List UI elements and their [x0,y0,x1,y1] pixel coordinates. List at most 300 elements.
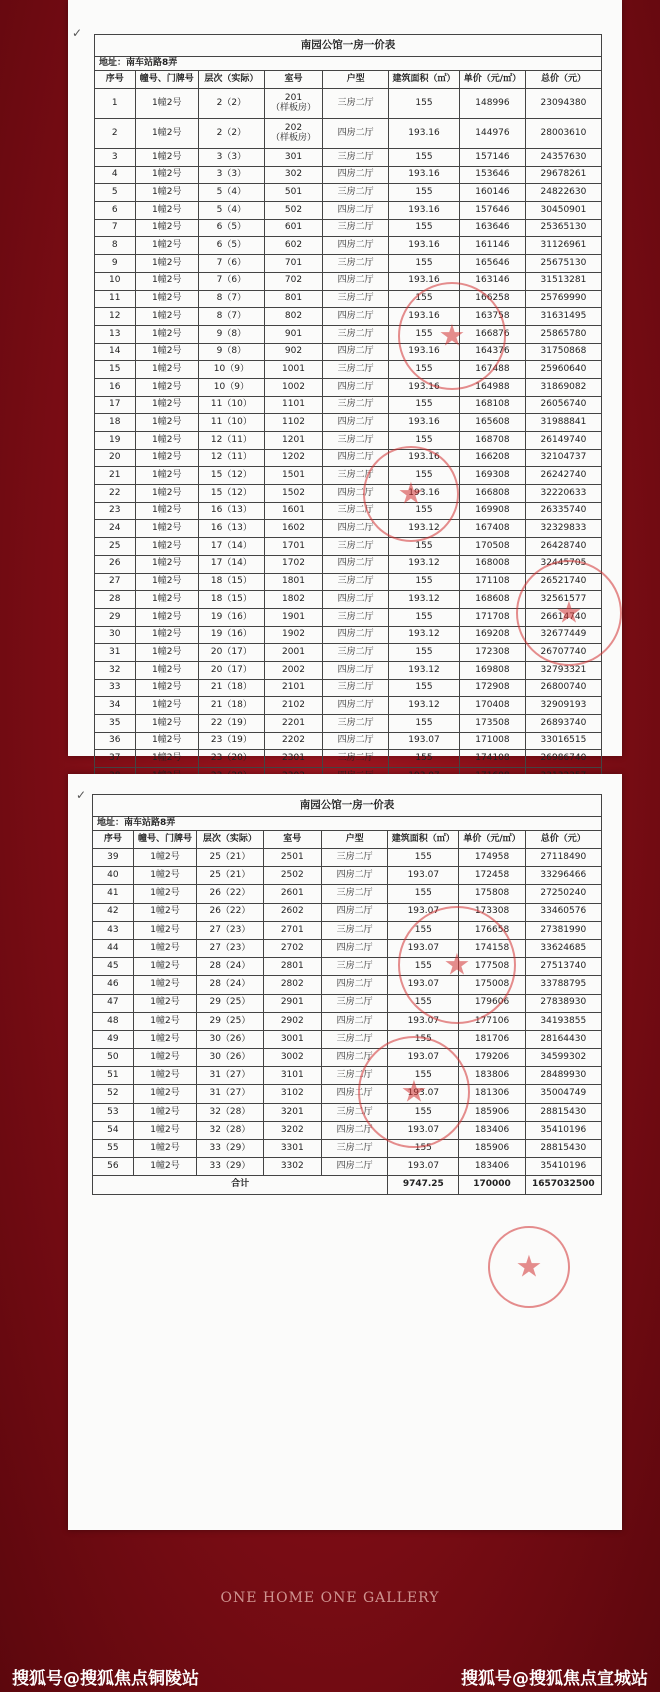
table-cell: 1幢2号 [135,573,198,591]
table-cell: 802 [264,308,322,326]
table-cell: 31988841 [525,414,601,432]
table-cell: 四房二厅 [322,939,388,957]
table-cell: 171708 [460,608,526,626]
scan-mark: ✓ [72,26,83,40]
table-row [95,343,602,361]
table-cell: 160146 [460,184,526,202]
table-cell: 155 [389,290,460,308]
table-cell: 179606 [459,994,525,1012]
table-cell: 41 [93,885,134,903]
table-cell: 8 [95,237,136,255]
table-cell: 31631495 [525,308,601,326]
table-cell: 1幢2号 [133,1140,197,1158]
table-row [93,1140,602,1158]
table-cell: 32445705 [525,555,601,573]
table-cell: 1幢2号 [133,1121,197,1139]
column-header: 幢号、门牌号 [133,831,197,849]
column-header: 序号 [95,71,136,89]
watermark-left: 搜狐号@搜狐焦点铜陵站 [12,1669,199,1689]
table-cell: 155 [389,573,460,591]
table-cell: 3102 [263,1085,322,1103]
table-cell: 33460576 [525,903,601,921]
table-row [95,538,602,556]
table-cell: 29（25） [197,1012,263,1030]
table-cell: 10（9） [198,378,264,396]
table-cell: 26893740 [525,715,601,733]
table-cell: 40 [93,867,134,885]
table-cell: 193.12 [389,697,460,715]
table-cell: 157146 [460,149,526,167]
table-cell: 37 [95,750,136,768]
table-cell: 四房二厅 [323,166,389,184]
table-row [95,325,602,343]
table-row [95,378,602,396]
table-cell: 1幢2号 [135,378,198,396]
table-row [95,149,602,167]
table-cell: 四房二厅 [322,867,388,885]
table-cell: 31 [95,644,136,662]
table-cell: 301 [264,149,322,167]
table-cell: 7（6） [198,272,264,290]
table-cell: 176658 [459,921,525,939]
table-cell: 701 [264,255,322,273]
table-cell: 18（15） [198,573,264,591]
table-cell: 三房二厅 [322,1030,388,1048]
table-cell: 23（20） [198,750,264,768]
table-cell: 1幢2号 [133,921,197,939]
table-cell: 20（17） [198,644,264,662]
table-cell: 16（13） [198,520,264,538]
table-cell: 四房二厅 [323,414,389,432]
table-cell: 三房二厅 [322,994,388,1012]
table-cell: 168108 [460,396,526,414]
table-cell: 1幢2号 [135,343,198,361]
table-cell: 1幢2号 [133,994,197,1012]
table-cell: 32（28） [197,1121,263,1139]
table-cell: 155 [388,958,459,976]
table-cell: 1幢2号 [135,520,198,538]
table-cell: 13 [95,325,136,343]
table-cell: 174958 [459,849,525,867]
table-cell: 27838930 [525,994,601,1012]
table-cell: 155 [388,921,459,939]
table-cell: 12（11） [198,432,264,450]
table-cell: 2201 [264,715,322,733]
table-cell: 193.07 [388,1121,459,1139]
table-cell: 169308 [460,467,526,485]
column-header: 总价（元） [525,831,601,849]
table-cell: 166258 [460,290,526,308]
total-label: 合计 [93,1176,388,1194]
table-cell: 1幢2号 [133,1012,197,1030]
table-row [95,485,602,503]
table-cell: 11（10） [198,396,264,414]
table-cell: 1幢2号 [135,202,198,220]
table-cell: 15（12） [198,467,264,485]
table-cell: 161146 [460,237,526,255]
table-cell: 7（6） [198,255,264,273]
table-cell: 42 [93,903,134,921]
table-cell: 四房二厅 [323,378,389,396]
table-cell: 1902 [264,626,322,644]
table-cell: 170508 [460,538,526,556]
table-cell: 四房二厅 [323,591,389,609]
table-cell: 1601 [264,502,322,520]
table-cell: 25 [95,538,136,556]
table-cell: 11（10） [198,414,264,432]
table-cell: 29678261 [525,166,601,184]
table-title: 南园公馆一房一价表 [93,795,602,817]
table-cell: 16 [95,378,136,396]
table-cell: 1幢2号 [133,867,197,885]
table-cell: 174158 [459,939,525,957]
brand-slogan: ONE HOME ONE GALLERY [220,1590,440,1606]
table-cell: 7 [95,219,136,237]
table-cell: 53 [93,1103,134,1121]
table-cell: 1202 [264,449,322,467]
table-cell: 四房二厅 [323,697,389,715]
total-sum: 1657032500 [525,1176,601,1194]
table-cell: 169808 [460,661,526,679]
table-cell: 32 [95,661,136,679]
table-cell: 23（19） [198,732,264,750]
table-cell: 32909193 [525,697,601,715]
table-row [93,885,602,903]
table-cell: 3202 [263,1121,322,1139]
table-cell: 163646 [460,219,526,237]
table-cell: 48 [93,1012,134,1030]
table-cell: 144976 [460,119,526,149]
table-cell: 22 [95,485,136,503]
table-cell: 32（28） [197,1103,263,1121]
table-cell: 28489930 [525,1067,601,1085]
table-cell: 32104737 [525,449,601,467]
table-cell: 1幢2号 [135,237,198,255]
table-cell: 四房二厅 [322,976,388,994]
table-cell: 1幢2号 [135,414,198,432]
table-cell: 33（29） [197,1140,263,1158]
table-cell: 171008 [460,732,526,750]
table-address: 地址：南车站路8弄 [95,57,602,71]
table-cell: 1 [95,89,136,119]
price-table-wrapper [92,794,602,1195]
table-cell: 50 [93,1049,134,1067]
table-cell: 202 （样板房） [264,119,322,149]
table-cell: 166808 [460,485,526,503]
table-row [95,732,602,750]
price-table-body [93,795,602,1176]
table-cell: 1602 [264,520,322,538]
table-row [95,573,602,591]
price-table [94,34,602,786]
table-cell: 15（12） [198,485,264,503]
table-cell: 193.07 [388,1012,459,1030]
table-row [93,958,602,976]
table-cell: 31750868 [525,343,601,361]
table-header-row [93,831,602,849]
table-row [95,89,602,119]
table-cell: 21 [95,467,136,485]
table-row [95,750,602,768]
table-cell: 26149740 [525,432,601,450]
table-cell: 28（24） [197,976,263,994]
table-cell: 3101 [263,1067,322,1085]
table-cell: 155 [388,1140,459,1158]
table-cell: 19（16） [198,626,264,644]
table-cell: 183406 [459,1121,525,1139]
table-cell: 1幢2号 [133,958,197,976]
table-row [95,308,602,326]
table-row [95,202,602,220]
table-cell: 1102 [264,414,322,432]
table-cell: 169908 [460,502,526,520]
table-cell: 四房二厅 [323,237,389,255]
table-cell: 1001 [264,361,322,379]
table-cell: 5（4） [198,202,264,220]
table-cell: 1幢2号 [133,849,197,867]
table-cell: 9 [95,255,136,273]
table-cell: 三房二厅 [322,958,388,976]
table-cell: 1幢2号 [135,750,198,768]
table-cell: 四房二厅 [322,903,388,921]
table-cell: 三房二厅 [323,396,389,414]
table-row [93,994,602,1012]
table-cell: 四房二厅 [323,485,389,503]
table-cell: 26614740 [525,608,601,626]
table-cell: 27（23） [197,939,263,957]
table-cell: 三房二厅 [323,750,389,768]
table-cell: 三房二厅 [323,184,389,202]
column-header: 层次（实际） [198,71,264,89]
table-cell: 171108 [460,573,526,591]
table-cell: 四房二厅 [322,1012,388,1030]
table-row [95,361,602,379]
table-cell: 174108 [460,750,526,768]
table-cell: 32220633 [525,485,601,503]
table-cell: 1幢2号 [135,325,198,343]
table-cell: 193.07 [388,1049,459,1067]
price-table-wrapper [94,34,602,786]
table-cell: 24357630 [525,149,601,167]
table-cell: 39 [93,849,134,867]
table-cell: 29 [95,608,136,626]
column-header: 幢号、门牌号 [135,71,198,89]
table-cell: 1幢2号 [135,361,198,379]
table-cell: 1幢2号 [135,272,198,290]
table-row [95,608,602,626]
table-cell: 177106 [459,1012,525,1030]
table-cell: 183406 [459,1158,525,1176]
table-cell: 155 [388,1103,459,1121]
table-title-row [93,795,602,817]
table-cell: 34193855 [525,1012,601,1030]
table-row [95,520,602,538]
table-cell: 三房二厅 [323,149,389,167]
table-cell: 31513281 [525,272,601,290]
table-cell: 21（18） [198,679,264,697]
table-row [95,697,602,715]
table-cell: 25675130 [525,255,601,273]
column-header: 建筑面积（㎡） [389,71,460,89]
table-row [93,1121,602,1139]
table-cell: 3（3） [198,149,264,167]
table-cell: 3001 [263,1030,322,1048]
table-cell: 1幢2号 [135,432,198,450]
table-cell: 24 [95,520,136,538]
table-cell: 30 [95,626,136,644]
table-cell: 8（7） [198,308,264,326]
table-cell: 155 [389,502,460,520]
table-cell: 28815430 [525,1140,601,1158]
column-header: 单价（元/㎡） [460,71,526,89]
table-cell: 163758 [460,308,526,326]
watermark-right: 搜狐号@搜狐焦点宣城站 [461,1669,648,1689]
table-cell: 14 [95,343,136,361]
table-cell: 1幢2号 [133,885,197,903]
table-cell: 33（29） [197,1158,263,1176]
table-cell: 35410196 [525,1158,601,1176]
table-cell: 1幢2号 [135,467,198,485]
table-cell: 5（4） [198,184,264,202]
table-cell: 17 [95,396,136,414]
table-cell: 49 [93,1030,134,1048]
table-cell: 2001 [264,644,322,662]
table-cell: 8（7） [198,290,264,308]
table-cell: 1501 [264,467,322,485]
scan-mark: ✓ [76,788,87,802]
table-cell: 三房二厅 [323,255,389,273]
table-row [93,849,602,867]
table-cell: 2501 [263,849,322,867]
table-cell: 35 [95,715,136,733]
table-cell: 193.16 [389,166,460,184]
table-cell: 1101 [264,396,322,414]
table-cell: 168608 [460,591,526,609]
table-cell: 1幢2号 [135,89,198,119]
table-cell: 20（17） [198,661,264,679]
table-cell: 2602 [263,903,322,921]
table-cell: 26521740 [525,573,601,591]
table-cell: 193.07 [388,1158,459,1176]
table-cell: 601 [264,219,322,237]
table-row [93,1012,602,1030]
column-header: 户型 [323,71,389,89]
table-cell: 155 [388,994,459,1012]
table-cell: 165646 [460,255,526,273]
table-cell: 2502 [263,867,322,885]
table-cell: 27513740 [525,958,601,976]
table-row [95,644,602,662]
table-cell: 1幢2号 [135,166,198,184]
table-cell: 185906 [459,1103,525,1121]
table-cell: 三房二厅 [323,325,389,343]
table-row [95,502,602,520]
table-cell: 170408 [460,697,526,715]
table-row [95,432,602,450]
table-cell: 193.12 [389,555,460,573]
table-cell: 3（3） [198,166,264,184]
table-row [95,661,602,679]
table-cell: 155 [389,538,460,556]
table-cell: 163146 [460,272,526,290]
table-cell: 52 [93,1085,134,1103]
total-area: 9747.25 [388,1176,459,1194]
table-row [93,976,602,994]
table-cell: 193.07 [388,939,459,957]
table-cell: 193.07 [388,976,459,994]
table-address: 地址：南车站路8弄 [93,817,602,831]
table-cell: 三房二厅 [323,644,389,662]
table-cell: 18（15） [198,591,264,609]
table-cell: 47 [93,994,134,1012]
table-cell: 155 [389,608,460,626]
table-cell: 193.16 [389,308,460,326]
table-cell: 1幢2号 [133,1158,197,1176]
table-cell: 172458 [459,867,525,885]
table-cell: 193.16 [389,119,460,149]
table-cell: 1幢2号 [135,449,198,467]
table-cell: 6（5） [198,237,264,255]
table-cell: 55 [93,1140,134,1158]
table-cell: 21（18） [198,697,264,715]
table-cell: 1幢2号 [135,184,198,202]
table-cell: 32793321 [525,661,601,679]
table-cell: 1幢2号 [135,715,198,733]
table-cell: 26707740 [525,644,601,662]
table-cell: 2101 [264,679,322,697]
table-cell: 1幢2号 [135,679,198,697]
table-cell: 26 [95,555,136,573]
table-cell: 1幢2号 [133,976,197,994]
table-row [95,237,602,255]
table-cell: 三房二厅 [322,885,388,903]
table-cell: 1幢2号 [135,290,198,308]
table-cell: 25865780 [525,325,601,343]
table-cell: 33 [95,679,136,697]
table-cell: 四房二厅 [323,343,389,361]
table-title-row [95,35,602,57]
table-cell: 1801 [264,573,322,591]
price-sheet-page-2 [68,774,622,1530]
table-cell: 四房二厅 [322,1049,388,1067]
table-row [95,290,602,308]
table-row [93,1085,602,1103]
table-cell: 三房二厅 [323,502,389,520]
table-cell: 193.16 [389,378,460,396]
table-cell: 33296466 [525,867,601,885]
table-cell: 四房二厅 [322,1158,388,1176]
table-cell: 1702 [264,555,322,573]
table-cell: 33624685 [525,939,601,957]
table-cell: 三房二厅 [323,608,389,626]
table-cell: 1幢2号 [133,1103,197,1121]
table-cell: 46 [93,976,134,994]
table-cell: 1幢2号 [133,939,197,957]
table-cell: 157646 [460,202,526,220]
table-cell: 30（26） [197,1049,263,1067]
table-row [95,272,602,290]
table-cell: 54 [93,1121,134,1139]
table-cell: 17（14） [198,538,264,556]
table-cell: 155 [389,644,460,662]
table-cell: 四房二厅 [323,732,389,750]
table-cell: 11 [95,290,136,308]
table-cell: 12 [95,308,136,326]
table-cell: 2901 [263,994,322,1012]
table-cell: 四房二厅 [322,1085,388,1103]
table-cell: 168008 [460,555,526,573]
table-cell: 1201 [264,432,322,450]
